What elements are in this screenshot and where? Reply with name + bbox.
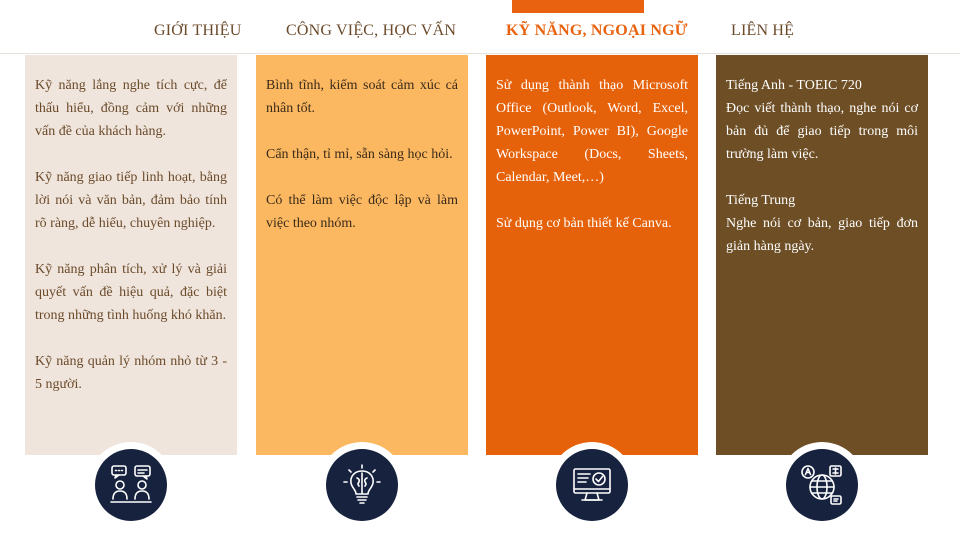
panel-languages	[716, 55, 928, 455]
panel-introduction	[25, 55, 237, 455]
top-navigation	[0, 0, 960, 54]
brain-lightbulb-icon	[340, 463, 384, 507]
nav-item-cong-viec-hoc-van[interactable]: CÔNG VIỆC, HỌC VẤN	[286, 22, 457, 39]
panel-skills	[486, 55, 698, 455]
paragraph: Cẩn thận, tỉ mỉ, sẵn sàng học hỏi.	[266, 147, 453, 162]
computer-check-icon	[570, 463, 614, 507]
paragraph: Tiếng Anh - TOEIC 720	[726, 78, 862, 93]
nav-item-ky-nang-ngoai-ngu[interactable]: KỸ NĂNG, NGOẠI NGỮ	[506, 22, 688, 39]
paragraph: Có thể làm việc độc lập và làm việc theo nhóm.	[266, 193, 458, 231]
paragraph: Kỹ năng lắng nghe tích cực, để thấu hiểu, đồng cảm với những vấn đề của khách hàng.	[35, 78, 227, 139]
nav-item-lien-he[interactable]: LIÊN HỆ	[731, 22, 795, 39]
paragraph: Tiếng Trung	[726, 193, 796, 208]
panel-text	[726, 74, 918, 281]
paragraph: Đọc viết thành thạo, nghe nói cơ bản đủ để giao tiếp trong môi trường làm việc.	[726, 101, 918, 162]
panel-work-education	[256, 55, 468, 455]
paragraph: Sử dụng cơ bản thiết kế Canva.	[496, 216, 672, 231]
paragraph: Sử dụng thành thạo Microsoft Office (Outlook, Word, Excel, PowerPoint, Power BI), Google Workspace (Docs, Sheets, Calendar, Meet,…)	[496, 78, 688, 185]
panel-text	[266, 74, 458, 258]
conversation-icon	[109, 463, 153, 507]
paragraph: Bình tĩnh, kiểm soát cảm xúc cá nhân tốt.	[266, 78, 458, 116]
panel-text	[35, 74, 227, 419]
nav-item-gioi-thieu[interactable]: GIỚI THIỆU	[154, 22, 242, 39]
brain-lightbulb-badge	[319, 442, 405, 528]
paragraph: Kỹ năng phân tích, xử lý và giải quyết vấn đề hiệu quả, đặc biệt trong những tình huống khó khăn.	[35, 262, 227, 323]
panel-text	[496, 74, 688, 258]
paragraph: Nghe nói cơ bản, giao tiếp đơn giản hàng ngày.	[726, 216, 918, 254]
globe-language-badge	[779, 442, 865, 528]
paragraph: Kỹ năng quản lý nhóm nhỏ từ 3 - 5 người.	[35, 354, 227, 392]
globe-language-icon	[800, 463, 844, 507]
conversation-badge	[88, 442, 174, 528]
paragraph: Kỹ năng giao tiếp linh hoạt, bằng lời nói và văn bản, đảm bảo tính rõ ràng, dễ hiểu, chuyên nghiệp.	[35, 170, 227, 231]
active-tab-marker	[512, 0, 644, 13]
computer-check-badge	[549, 442, 635, 528]
